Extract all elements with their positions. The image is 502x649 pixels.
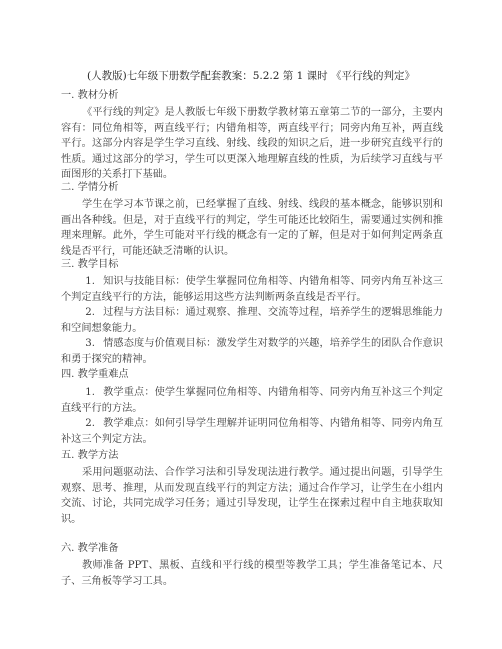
objective-item-1 [61, 274, 443, 305]
item-number: 2. [85, 307, 95, 318]
document-title: (人教版)七年级下册数学配套教案：5.2.2 第 1 课时 《平行线的判定》 [87, 70, 415, 82]
item-text: 过程与方法目标：通过观察、推理、交流等过程，培养学生的逻辑思维能力和空间想象能力。 [61, 307, 443, 334]
key-point-item-1 [61, 385, 443, 416]
section-heading-key-difficult-points: 四. 教学重难点 [61, 369, 129, 380]
objective-item-3 [61, 336, 443, 367]
item-text: 情感态度与价值观目标：激发学生对数学的兴趣，培养学生的团队合作意识和勇于探究的精神。 [61, 338, 443, 365]
key-point-item-2 [61, 416, 443, 447]
section-heading-student-analysis: 二. 学情分析 [61, 182, 119, 193]
item-number: 2. [85, 418, 95, 429]
section-heading-teaching-preparation: 六. 教学准备 [61, 543, 119, 554]
objective-item-2 [61, 305, 443, 336]
item-text: 教学重点：使学生掌握同位角相等、内错角相等、同旁内角互补这三个判定直线平行的方法。 [61, 387, 443, 414]
section-heading-teaching-objectives: 三. 教学目标 [61, 259, 119, 270]
paragraph-teaching-preparation: 教师准备 PPT、黑板、直线和平行线的模型等教学工具；学生准备笔记本、尺子、三角板等学习工具。 [61, 560, 443, 587]
item-number: 1. [85, 387, 95, 398]
section-heading-teaching-methods: 五. 教学方法 [61, 450, 119, 461]
item-number: 3. [85, 338, 95, 349]
item-text: 教学难点：如何引导学生理解并证明同位角相等、内错角相等、同旁内角互补这三个判定方法。 [61, 418, 443, 445]
item-text: 知识与技能目标：使学生掌握同位角相等、内错角相等、同旁内角互补这三个判定直线平行的方法，能够运用这些方法判断两条直线是否平行。 [61, 276, 443, 303]
item-number: 1. [85, 276, 95, 287]
section-heading-material-analysis: 一. 教材分析 [61, 90, 119, 101]
paragraph-student-analysis: 学生在学习本节课之前，已经掌握了直线、射线、线段的基本概念，能够识别和画出各种线。但是，对于直线平行的判定，学生可能还比较陌生，需要通过实例和推理来理解。此外，学生可能对平行线的概念有一定的了解，但是对于如何判定两条直线是否平行，可能还缺乏清晰的认识。 [61, 199, 443, 257]
paragraph-teaching-methods: 采用问题驱动法、合作学习法和引导发现法进行教学。通过提出问题，引导学生观察、思考、推理，从而发现直线平行的判定方法；通过合作学习，让学生在小组内交流、讨论，共同完成学习任务；通过引导发现，让学生在探索过程中自主地获取知识。 [61, 467, 443, 525]
paragraph-material-analysis: 《平行线的判定》是人教版七年级下册数学教材第五章第二节的一部分，主要内容有：同位角相等，两直线平行；内错角相等，两直线平行；同旁内角互补，两直线平行。这部分内容是学生学习直线、射线、线段的知识之后，进一步研究直线平行的性质。通过这部分的学习，学生可以更深入地理解直线的性质，为后续学习直线与平面图形的关系打下基础。 [61, 107, 443, 180]
